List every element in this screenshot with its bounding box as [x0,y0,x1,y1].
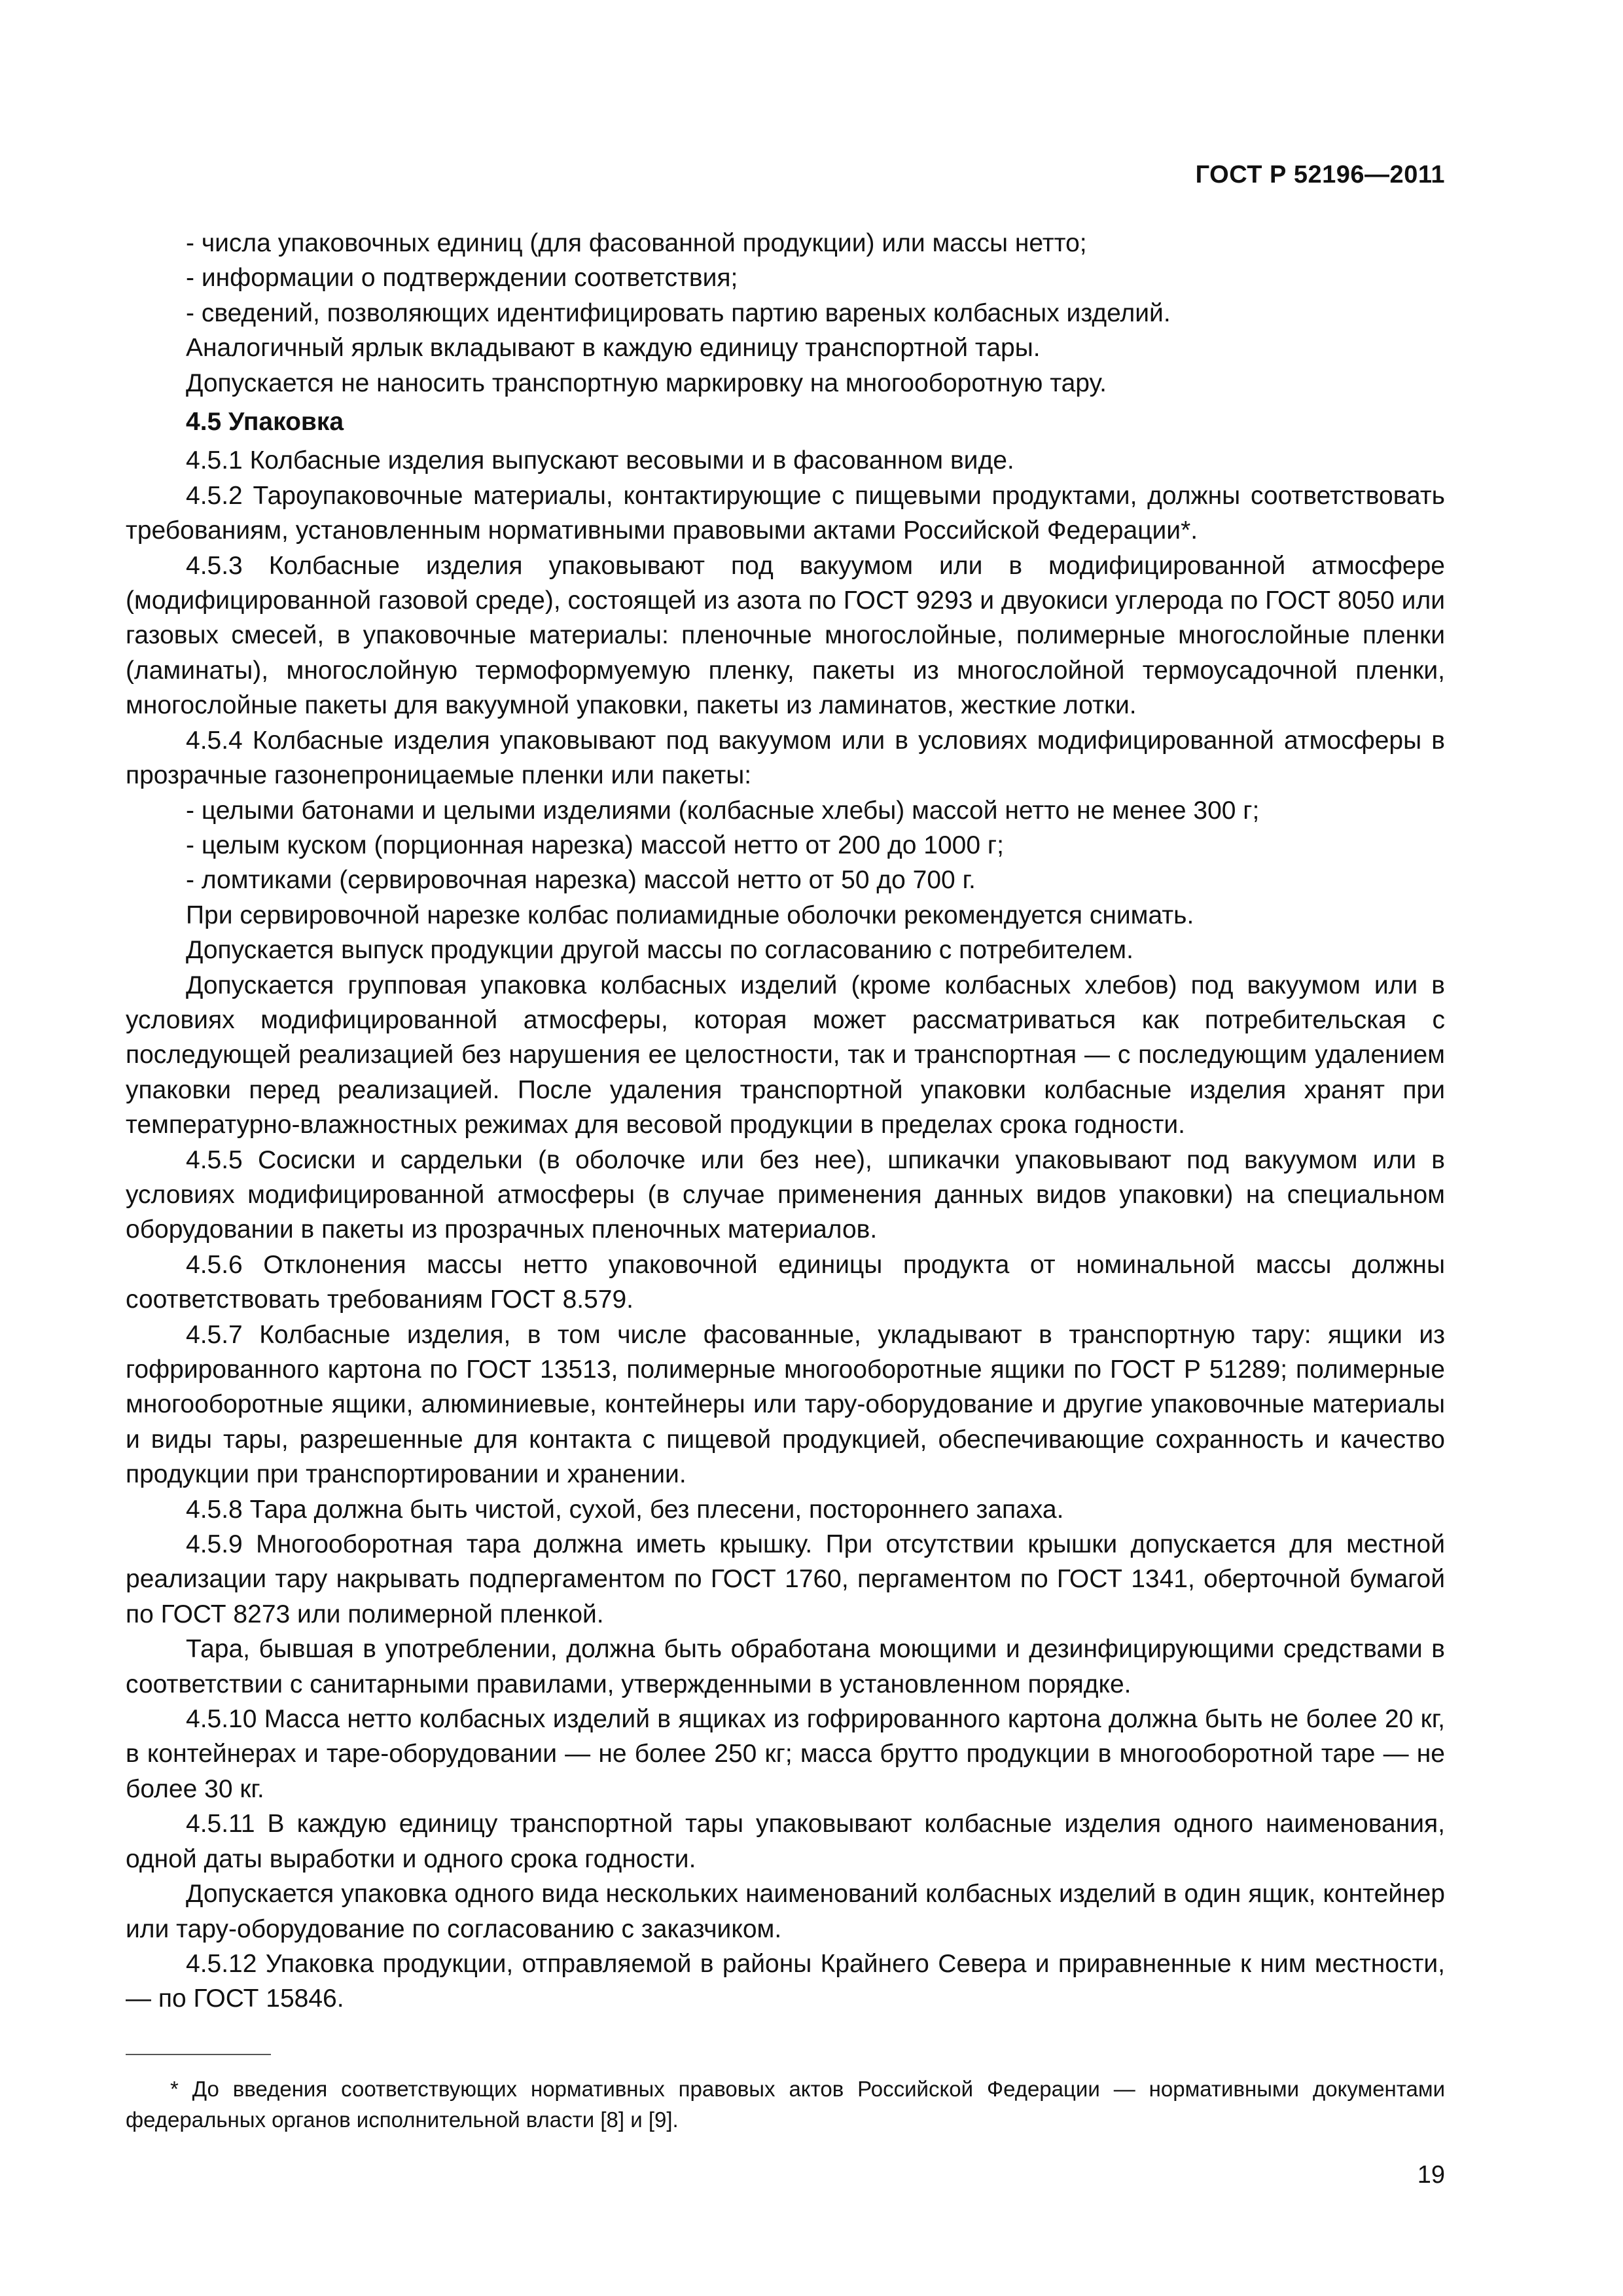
paragraph: Допускается групповая упаковка колбасных изделий (кроме колбасных хлебов) под вакуумом или в условиях модифицированной атмосферы, которая может рассматриваться как потребительская с последующей реализацией без нарушения ее целостности, так и транспортная — с последующим удалением упаковки перед реализацией. После удаления транспортной упаковки колбасные изделия хранят при температурно-влажностных режимах для весовой продукции в пределах срока годности. [126,971,1445,1139]
paragraph: 4.5.2 Тароупаковочные материалы, контактирующие с пищевыми продуктами, должны соответствовать требованиям, установленным нормативными правовыми актами Российской Федерации*. [126,481,1445,545]
paragraph: Аналогичный ярлык вкладывают в каждую единицу транспортной тары. [186,334,1041,363]
list-item: - целым куском (порционная нарезка) массой нетто от 200 до 1000 г; [186,831,1004,859]
paragraph: 4.5.5 Сосиски и сардельки (в оболочке или без нее), шпикачки упаковывают под вакуумом или в условиях модифицированной атмосферы (в случае применения данных видов упаковки) на специальном оборудовании в пакеты из прозрачных пленочных материалов. [126,1145,1445,1244]
paragraph: 4.5.3 Колбасные изделия упаковывают под вакуумом или в модифицированной атмосфере (модифицированной газовой среде), состоящей из азота по ГОСТ 9293 и двуокиси углерода по ГОСТ 8050 или газовых смесей, в упаковочные материалы: пленочные многослойные, полимерные многослойные пленки (ламинаты), многослойную термоформуемую пленку, пакеты из многослойной термоусадочной пленки, многослойные пакеты для вакуумной упаковки, пакеты из ламинатов, жесткие лотки. [126,551,1445,720]
paragraph: Допускается не наносить транспортную маркировку на многооборотную тару. [186,368,1107,397]
paragraph: Допускается выпуск продукции другой массы по согласованию с потребителем. [186,936,1133,965]
paragraph: - числа упаковочных единиц (для фасованной продукции) или массы нетто; [186,229,1087,257]
footnote: * До введения соответствующих нормативных правовых актов Российской Федерации — нормативными документами федеральных органов исполнительной власти [8] и [9]. [126,2077,1445,2132]
paragraph: 4.5.11 В каждую единицу транспортной тары упаковывают колбасные изделия одного наименования, одной даты выработки и одного срока годности. [126,1810,1445,1873]
page-number: 19 [1417,2161,1445,2189]
paragraph: 4.5.6 Отклонения массы нетто упаковочной единицы продукта от номинальной массы должны соответствовать требованиям ГОСТ 8.579. [126,1250,1445,1314]
paragraph: 4.5.10 Масса нетто колбасных изделий в ящиках из гофрированного картона должна быть не более 20 кг, в контейнерах и таре-оборудовании — не более 250 кг; масса брутто продукции в многооборотной таре — не более 30 кг. [126,1705,1445,1803]
paragraph: При сервировочной нарезке колбас полиамидные оболочки рекомендуется снимать. [186,901,1194,929]
paragraph: 4.5.9 Многооборотная тара должна иметь крышку. При отсутствии крышки допускается для местной реализации тару накрывать подпергаментом по ГОСТ 1760, пергаментом по ГОСТ 1341, оберточной бумагой по ГОСТ 8273 или полимерной пленкой. [126,1530,1445,1628]
paragraph: 4.5.7 Колбасные изделия, в том числе фасованные, укладывают в транспортную тару: ящики из гофрированного картона по ГОСТ 13513, полимерные многооборотные ящики по ГОСТ Р 51289; полимерные многооборотные ящики, алюминиевые, контейнеры или тару-оборудование и другие упаковочные материалы и виды тары, разрешенные для контакта с пищевой продукцией, обеспечивающие сохранность и качество продукции при транспортировании и хранении. [126,1320,1445,1489]
paragraph: 4.5.12 Упаковка продукции, отправляемой в районы Крайнего Севера и приравненные к ним местности, — по ГОСТ 15846. [126,1949,1445,2013]
paragraph: 4.5.8 Тара должна быть чистой, сухой, без плесени, постороннего запаха. [186,1495,1064,1524]
paragraph: - сведений, позволяющих идентифицировать партию вареных колбасных изделий. [186,298,1171,327]
list-item: - целыми батонами и целыми изделиями (колбасные хлебы) массой нетто не менее 300 г; [186,796,1260,825]
section-title: 4.5 Упаковка [186,408,344,437]
paragraph: Допускается упаковка одного вида нескольких наименований колбасных изделий в один ящик, контейнер или тару-оборудование по согласованию с заказчиком. [126,1880,1445,1943]
footnote-divider [126,2054,271,2055]
paragraph: Тара, бывшая в употреблении, должна быть обработана моющими и дезинфицирующими средствами в соответствии с санитарными правилами, утвержденными в установленном порядке. [126,1635,1445,1698]
document-header: ГОСТ Р 52196—2011 [1195,161,1445,188]
list-item: - ломтиками (сервировочная нарезка) массой нетто от 50 до 700 г. [186,866,976,895]
document-body [126,226,1445,2017]
paragraph: 4.5.1 Колбасные изделия выпускают весовыми и в фасованном виде. [186,446,1014,475]
paragraph: - информации о подтверждении соответствия; [186,264,738,293]
paragraph: 4.5.4 Колбасные изделия упаковывают под вакуумом или в условиях модифицированной атмосферы в прозрачные газонепроницаемые пленки или пакеты: [126,726,1445,790]
